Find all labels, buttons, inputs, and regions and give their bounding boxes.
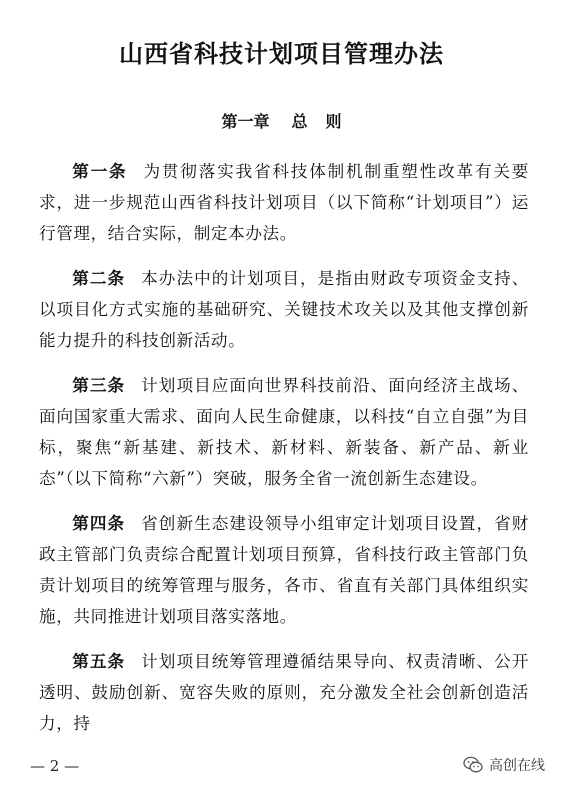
article-4 bbox=[39, 508, 529, 632]
watermark-label: 高创在线 bbox=[489, 758, 545, 774]
article-heading: 第三条 bbox=[72, 376, 126, 395]
article-heading: 第二条 bbox=[72, 269, 126, 288]
article-1 bbox=[39, 156, 529, 249]
article-5 bbox=[39, 646, 529, 739]
article-text: 为贯彻落实我省科技体制机制重塑性改革有关要求，进一步规范山西省科技计划项目（以下简称“计划项目”）运行管理，结合实际，制定本办法。 bbox=[39, 162, 529, 243]
article-text: 本办法中的计划项目，是指由财政专项资金支持、以项目化方式实施的基础研究、关键技术攻关以及其他支撑创新能力提升的科技创新活动。 bbox=[39, 269, 529, 350]
article-2 bbox=[39, 263, 529, 356]
article-text: 省创新生态建设领导小组审定计划项目设置，省财政主管部门负责综合配置计划项目预算，省科技行政主管部门负责计划项目的统筹管理与服务，各市、省直有关部门具体组织实施，共同推进计划项目落实落地。 bbox=[39, 514, 529, 626]
article-heading: 第四条 bbox=[72, 514, 126, 533]
article-heading: 第一条 bbox=[72, 162, 128, 181]
watermark bbox=[463, 755, 545, 775]
article-text: 计划项目应面向世界科技前沿、面向经济主战场、面向国家重大需求、面向人民生命健康，以科技“自立自强”为目标，聚焦“新基建、新技术、新材料、新装备、新产品、新业态”（以下简称“六新”）突破，服务全省一流创新生态建设。 bbox=[39, 376, 529, 488]
page-number: — 2 — bbox=[30, 757, 80, 775]
article-text: 计划项目统筹管理遵循结果导向、权责清晰、公开透明、鼓励创新、宽容失败的原则，充分激发全社会创新创造活力，持 bbox=[39, 652, 529, 733]
chapter-name-2: 则 bbox=[325, 112, 342, 131]
chapter-heading bbox=[0, 109, 563, 132]
article-heading: 第五条 bbox=[72, 652, 126, 671]
wechat-icon bbox=[463, 756, 483, 774]
document-title: 山西省科技计划项目管理办法 bbox=[119, 40, 444, 68]
chapter-number: 第一章 bbox=[221, 112, 270, 131]
chapter-name-1: 总 bbox=[291, 112, 308, 131]
article-3 bbox=[39, 370, 529, 494]
document-body bbox=[39, 156, 529, 753]
